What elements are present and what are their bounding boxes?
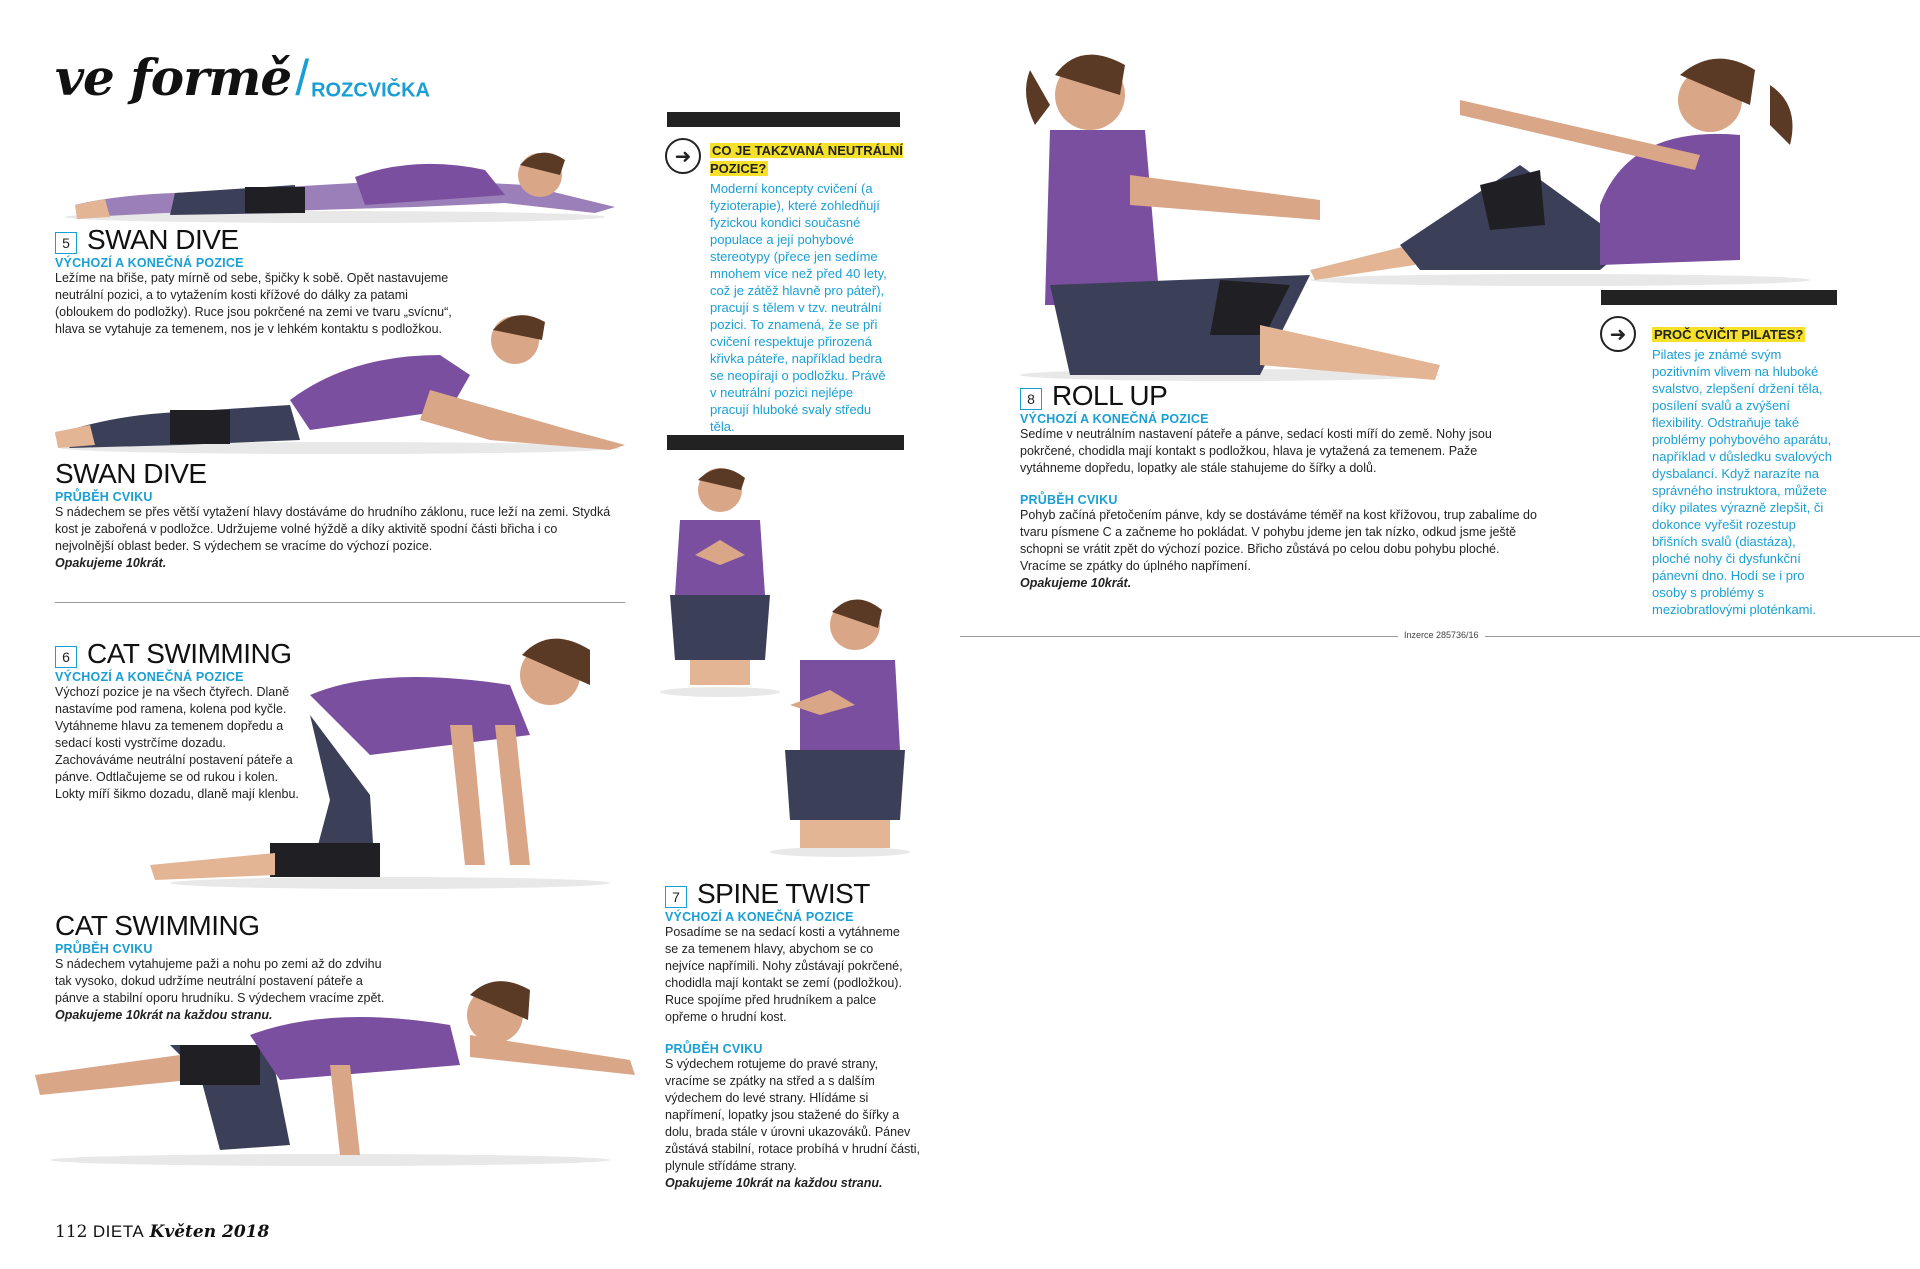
section-label: ROZCVIČKA — [311, 79, 430, 102]
exercise-8 — [1020, 382, 1540, 592]
masthead-divider: / — [295, 50, 310, 106]
exercise-subtitle: VÝCHOZÍ A KONEČNÁ POZICE — [55, 670, 244, 684]
photo-roll-up-reclined — [1300, 45, 1820, 290]
exercise-subtitle: PRŮBĚH CVIKU — [1020, 493, 1118, 507]
exercise-number: 5 — [55, 232, 77, 254]
exercise-text: Pohyb začíná přetočením pánve, kdy se dostáváme téměř na kost křížovou, trup zabalíme do tvaru písmene C a začneme ho pokládat. V pohybu jdeme jen tak nízko, odkud jsme ještě schopni se vrátit zpět do výchozí pozice. Břicho zůstává po celou dobu pohybu ploché. Vracíme se zpátky do úplného napřímení. — [1020, 508, 1537, 573]
exercise-text: Sedíme v neutrálním nastavení páteře a pánve, sedací kosti míří do země. Nohy jsou pokrčené, chodidla mají kontakt s podložkou, hlava je vytažená za temenem. Paže vytáhneme dopředu, lopatky ale stále stahujeme do šířky a dolů. — [1020, 427, 1492, 475]
box-text: Moderní koncepty cvičení (a fyzioterapie), které zohledňují fyzickou kondici současné populace a její pohybové stereotypy (přece jen sedíme mnohem více než před 40 lety, což je zátěž hlavně pro páteř), pracují s tělem v tzv. neutrální pozici. To znamená, že se při cvičení respektuje přirozená křivka páteře, například bedra se neopírají o podložku. Právě v neutrální pozici nejlépe pracují hluboké svaly středu těla. — [710, 181, 887, 434]
exercise-repetition: Opakujeme 10krát. — [1020, 576, 1132, 590]
exercise-5-progress — [55, 460, 615, 572]
exercise-subtitle: VÝCHOZÍ A KONEČNÁ POZICE — [665, 910, 854, 924]
photo-swan-dive-progress — [50, 300, 630, 460]
exercise-title: SWAN DIVE — [55, 458, 207, 489]
exercise-repetition: Opakujeme 10krát. — [55, 556, 167, 570]
exercise-subtitle: PRŮBĚH CVIKU — [665, 1042, 763, 1056]
masthead — [55, 48, 430, 107]
arrow-right-circle-icon: ➜ — [665, 138, 701, 174]
box-top-bar — [667, 112, 900, 127]
issue-date: Květen 2018 — [149, 1222, 270, 1242]
exercise-subtitle: PRŮBĚH CVIKU — [55, 490, 153, 504]
exercise-text: S nádechem vytahujeme paži a nohu po zemi až do zdvihu tak vysoko, dokud udržíme neutrální postavení páteře a pánve a stabilní oporu hrudníku. S výdechem vracíme zpět. — [55, 957, 385, 1005]
exercise-text: S nádechem se přes větší vytažení hlavy dostáváme do hrudního záklonu, ruce leží na zemi. Stydká kost je zabořená v podložce. Udržujeme volné hýždě a díky aktivitě spodní části břicha i co nejvolnější oblast beder. S výdechem se vracíme do výchozí pozice. — [55, 505, 611, 553]
photo-swan-dive-start — [55, 125, 625, 230]
box-text: Pilates je známé svým pozitivním vlivem na hluboké svalstvo, zlepšení držení těla, posílení svalů a zvýšení flexibility. Odstraňuje také problémy pohybového aparátu, například v důsledku svalových dysbalancí. Když narazíte na správného instruktora, můžete díky pilates výrazně zlepšit, či dokonce vyřešit rozestup břišních svalů (diastáza), ploché nohy či dysfunkční pánevní dno. Hodí se i pro osoby s problémy s meziobratlovými ploténkami. — [1652, 347, 1832, 617]
exercise-subtitle: VÝCHOZÍ A KONEČNÁ POZICE — [1020, 412, 1209, 426]
section-divider — [55, 602, 625, 603]
page-footer — [55, 1222, 269, 1242]
exercise-title: ROLL UP — [1052, 380, 1168, 411]
exercise-title: SWAN DIVE — [87, 224, 239, 255]
exercise-repetition: Opakujeme 10krát na každou stranu. — [665, 1176, 883, 1190]
photo-cat-swimming-start — [150, 625, 620, 895]
exercise-number: 8 — [1020, 388, 1042, 410]
exercise-number: 6 — [55, 646, 77, 668]
exercise-text: Ležíme na břiše, paty mírně od sebe, špičky k sobě. Opět nastavujeme neutrální pozici, a to vytažením kosti křížové do dálky za patami (obloukem do podložky). Ruce jsou pokrčené na zemi ve tvaru „svícnu“, hlava se vytahuje za temenem, nos je v lehkém kontaktu s podložkou. — [55, 271, 452, 336]
photo-cat-swimming-progress — [30, 965, 640, 1170]
box-question: CO JE TAKZVANÁ NEUTRÁLNÍ POZICE? — [710, 143, 903, 176]
brand-logo: ve formě — [55, 48, 292, 107]
box-question: PROČ CVIČIT PILATES? — [1654, 327, 1804, 342]
exercise-text: S výdechem rotujeme do pravé strany, vracíme se zpátky na střed a s dalším výdechem do levé strany. Hlídáme si napřímení, lopatky jsou stažené do šířky a dolu, brada stále v úrovni ukazováků. Pánev zůstává stabilní, rotace probíhá v hrudní části, plynule střídáme strany. — [665, 1057, 920, 1173]
exercise-text: Posadíme se na sedací kosti a vytáhneme se za temenem hlavy, abychom se co nejvíce napřímili. Nohy zůstávají pokrčené, chodidla mají kontakt se zemí (podložkou). Ruce spojíme před hrudníkem a palce opřeme o hrudní kost. — [665, 925, 903, 1024]
exercise-title: SPINE TWIST — [697, 878, 870, 909]
exercise-subtitle: PRŮBĚH CVIKU — [55, 942, 153, 956]
exercise-repetition: Opakujeme 10krát na každou stranu. — [55, 1008, 273, 1022]
arrow-right-circle-icon: ➜ — [1600, 316, 1636, 352]
box-top-bar — [1601, 290, 1837, 305]
photo-spine-twist-side — [760, 590, 920, 860]
exercise-title: CAT SWIMMING — [55, 910, 260, 941]
exercise-7 — [665, 880, 925, 1192]
box-bottom-bar — [667, 435, 904, 450]
publication-name: DIETA — [92, 1222, 145, 1241]
ad-tag: Inzerce 285736/16 — [1398, 630, 1485, 640]
exercise-text: Výchozí pozice je na všech čtyřech. Dlaně nastavíme pod ramena, kolena pod kyčle. Vytáhneme hlavu za temenem dopředu a sedací kosti vystrčíme dozadu. Zachováváme neutrální postavení páteře a pánve. Odtlačujeme se od rukou i kolen. Lokty míří šikmo dozadu, dlaně mají klenbu. — [55, 685, 299, 801]
page-number: 112 — [55, 1222, 88, 1242]
exercise-title: CAT SWIMMING — [87, 638, 292, 669]
exercise-subtitle: VÝCHOZÍ A KONEČNÁ POZICE — [55, 256, 244, 270]
exercise-number: 7 — [665, 886, 687, 908]
